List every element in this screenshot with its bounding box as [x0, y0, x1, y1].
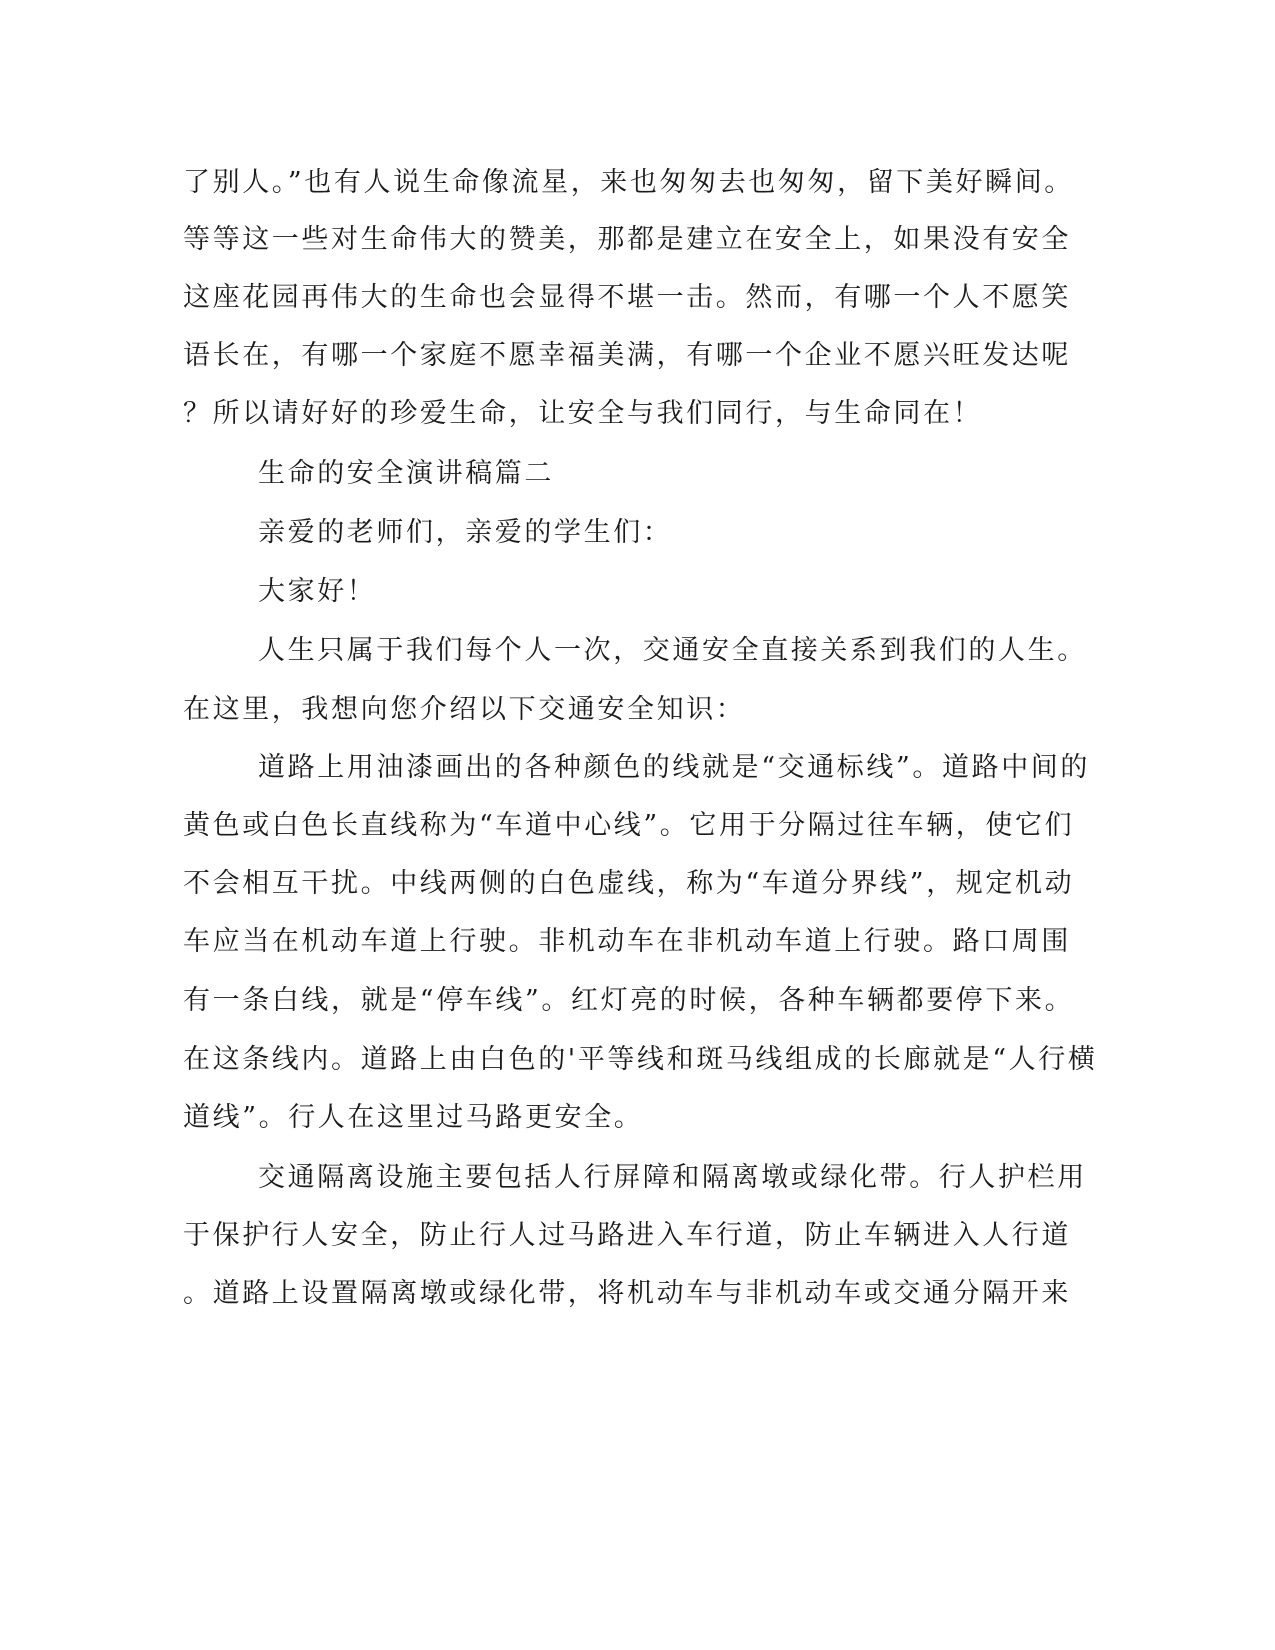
- section-heading: 生命的安全演讲稿篇二: [258, 458, 554, 489]
- text-line: 语长在，有哪一个家庭不愿幸福美满，有哪一个企业不愿兴旺发达呢: [183, 340, 1071, 371]
- greeting-line: 大家好！: [258, 576, 377, 607]
- text-line: 于保护行人安全，防止行人过马路进入车行道，防止车辆进入人行道: [183, 1220, 1071, 1251]
- text-line: 黄色或白色长直线称为“车道中心线”。它用于分隔过往车辆，使它们: [183, 810, 1075, 841]
- text-line: 有一条白线，就是“停车线”。红灯亮的时候，各种车辆都要停下来。: [183, 985, 1075, 1016]
- text-line: 在这里，我想向您介绍以下交通安全知识：: [183, 694, 746, 725]
- text-line: 了别人。”也有人说生命像流星，来也匆匆去也匆匆，留下美好瞬间。: [183, 167, 1074, 198]
- paragraph-start: 道路上用油漆画出的各种颜色的线就是“交通标线”。道路中间的: [258, 752, 1091, 783]
- text-line: 这座花园再伟大的生命也会显得不堪一击。然而，有哪一个人不愿笑: [183, 282, 1071, 313]
- salutation-line: 亲爱的老师们，亲爱的学生们：: [258, 517, 673, 548]
- text-line: 不会相互干扰。中线两侧的白色虚线，称为“车道分界线”，规定机动: [183, 868, 1075, 899]
- text-line: 在这条线内。道路上由白色的'平等线和斑马线组成的长廊就是“人行横: [183, 1044, 1098, 1075]
- text-line: 道线”。行人在这里过马路更安全。: [183, 1102, 644, 1133]
- text-line: 。道路上设置隔离墩或绿化带，将机动车与非机动车或交通分隔开来: [183, 1278, 1071, 1309]
- text-line: 等等这一些对生命伟大的赞美，那都是建立在安全上，如果没有安全: [183, 224, 1071, 255]
- text-line: 车应当在机动车道上行驶。非机动车在非机动车道上行驶。路口周围: [183, 926, 1071, 957]
- text-line: ？所以请好好的珍爱生命，让安全与我们同行，与生命同在！: [183, 398, 983, 429]
- paragraph-start: 人生只属于我们每个人一次，交通安全直接关系到我们的人生。: [258, 635, 1087, 666]
- paragraph-start: 交通隔离设施主要包括人行屏障和隔离墩或绿化带。行人护栏用: [258, 1162, 1087, 1193]
